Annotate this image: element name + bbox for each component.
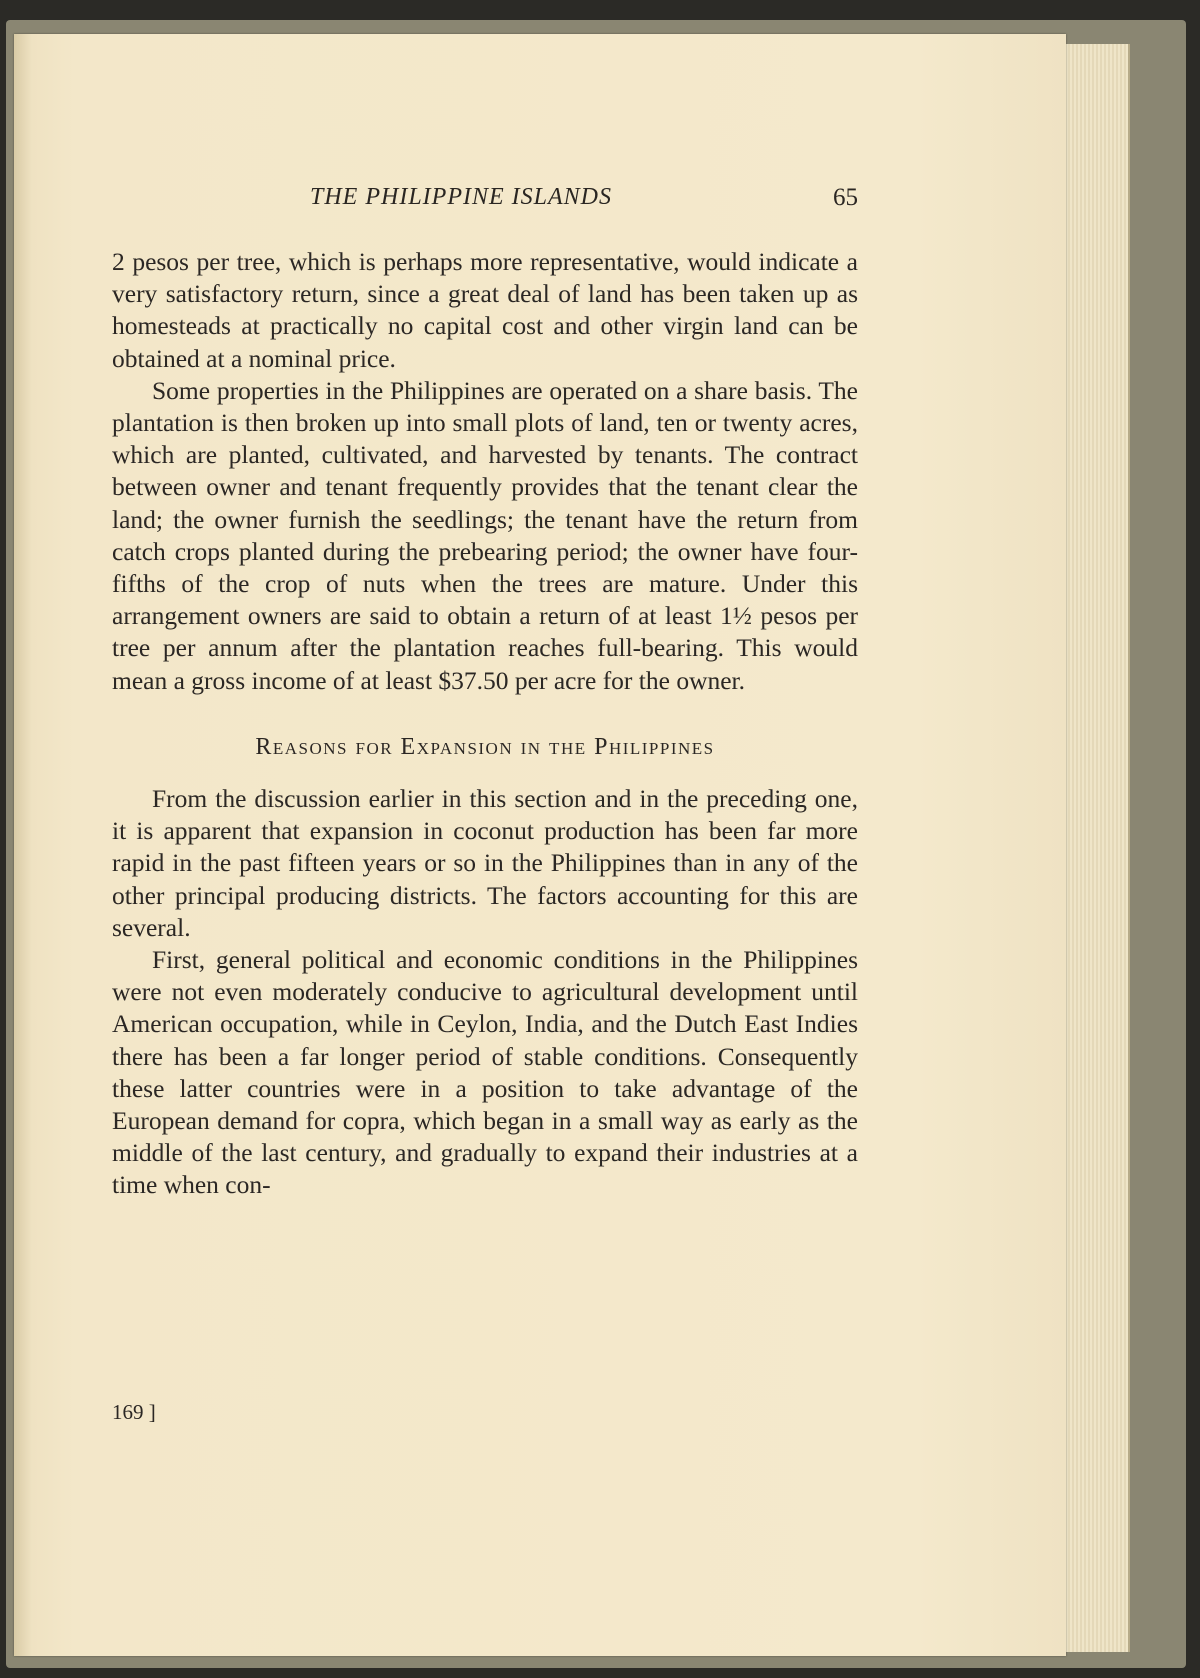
running-head: THE PHILIPPINE ISLANDS xyxy=(310,184,612,210)
signature-mark: 169 ] xyxy=(112,1400,156,1424)
page-number: 65 xyxy=(833,184,858,211)
body-text xyxy=(112,246,858,1202)
paragraph: First, general political and economic conditions in the Philippines were not even moderately conducive to agricultural development until American occupation, while in Ceylon, India, and the Dutch East Indies there has been a far longer period of stable conditions. Consequently these latter countries were in a position to take advantage of the European demand for copra, which began in a small way as early as the middle of the last century, and gradually to expand their industries at a time when con- xyxy=(112,945,858,1200)
paragraph: From the discussion earlier in this section and in the preceding one, it is apparent that expansion in coconut production has been far more rapid in the past fifteen years or so in the Philippines than in any of the other principal producing districts. The factors accounting for this are several. xyxy=(112,784,858,942)
section-heading: Reasons for Expansion in the Philippines xyxy=(255,733,715,760)
paragraph: Some properties in the Philippines are operated on a share basis. The plantation is then broken up into small plots of land, ten or twenty acres, which are planted, cultivated, and harvested by tenants. The contract between owner and tenant frequently provides that the tenant clear the land; the owner furnish the seedlings; the tenant have the return from catch crops planted during the prebearing period; the owner have four-fifths of the crop of nuts when the trees are mature. Under this arrangement owners are said to obtain a return of at least 1½ pesos per tree per annum after the plantation reaches full-bearing. This would mean a gross income of at least $37.50 per acre for the owner. xyxy=(112,375,858,695)
page-header xyxy=(112,184,858,218)
page-edges xyxy=(1066,44,1130,1652)
paragraph: 2 pesos per tree, which is perhaps more representative, would indicate a very satisfactory return, since a great deal of land has been taken up as homesteads at practically no capital cost and other virgin land can be obtained at a nominal price. xyxy=(112,247,858,373)
